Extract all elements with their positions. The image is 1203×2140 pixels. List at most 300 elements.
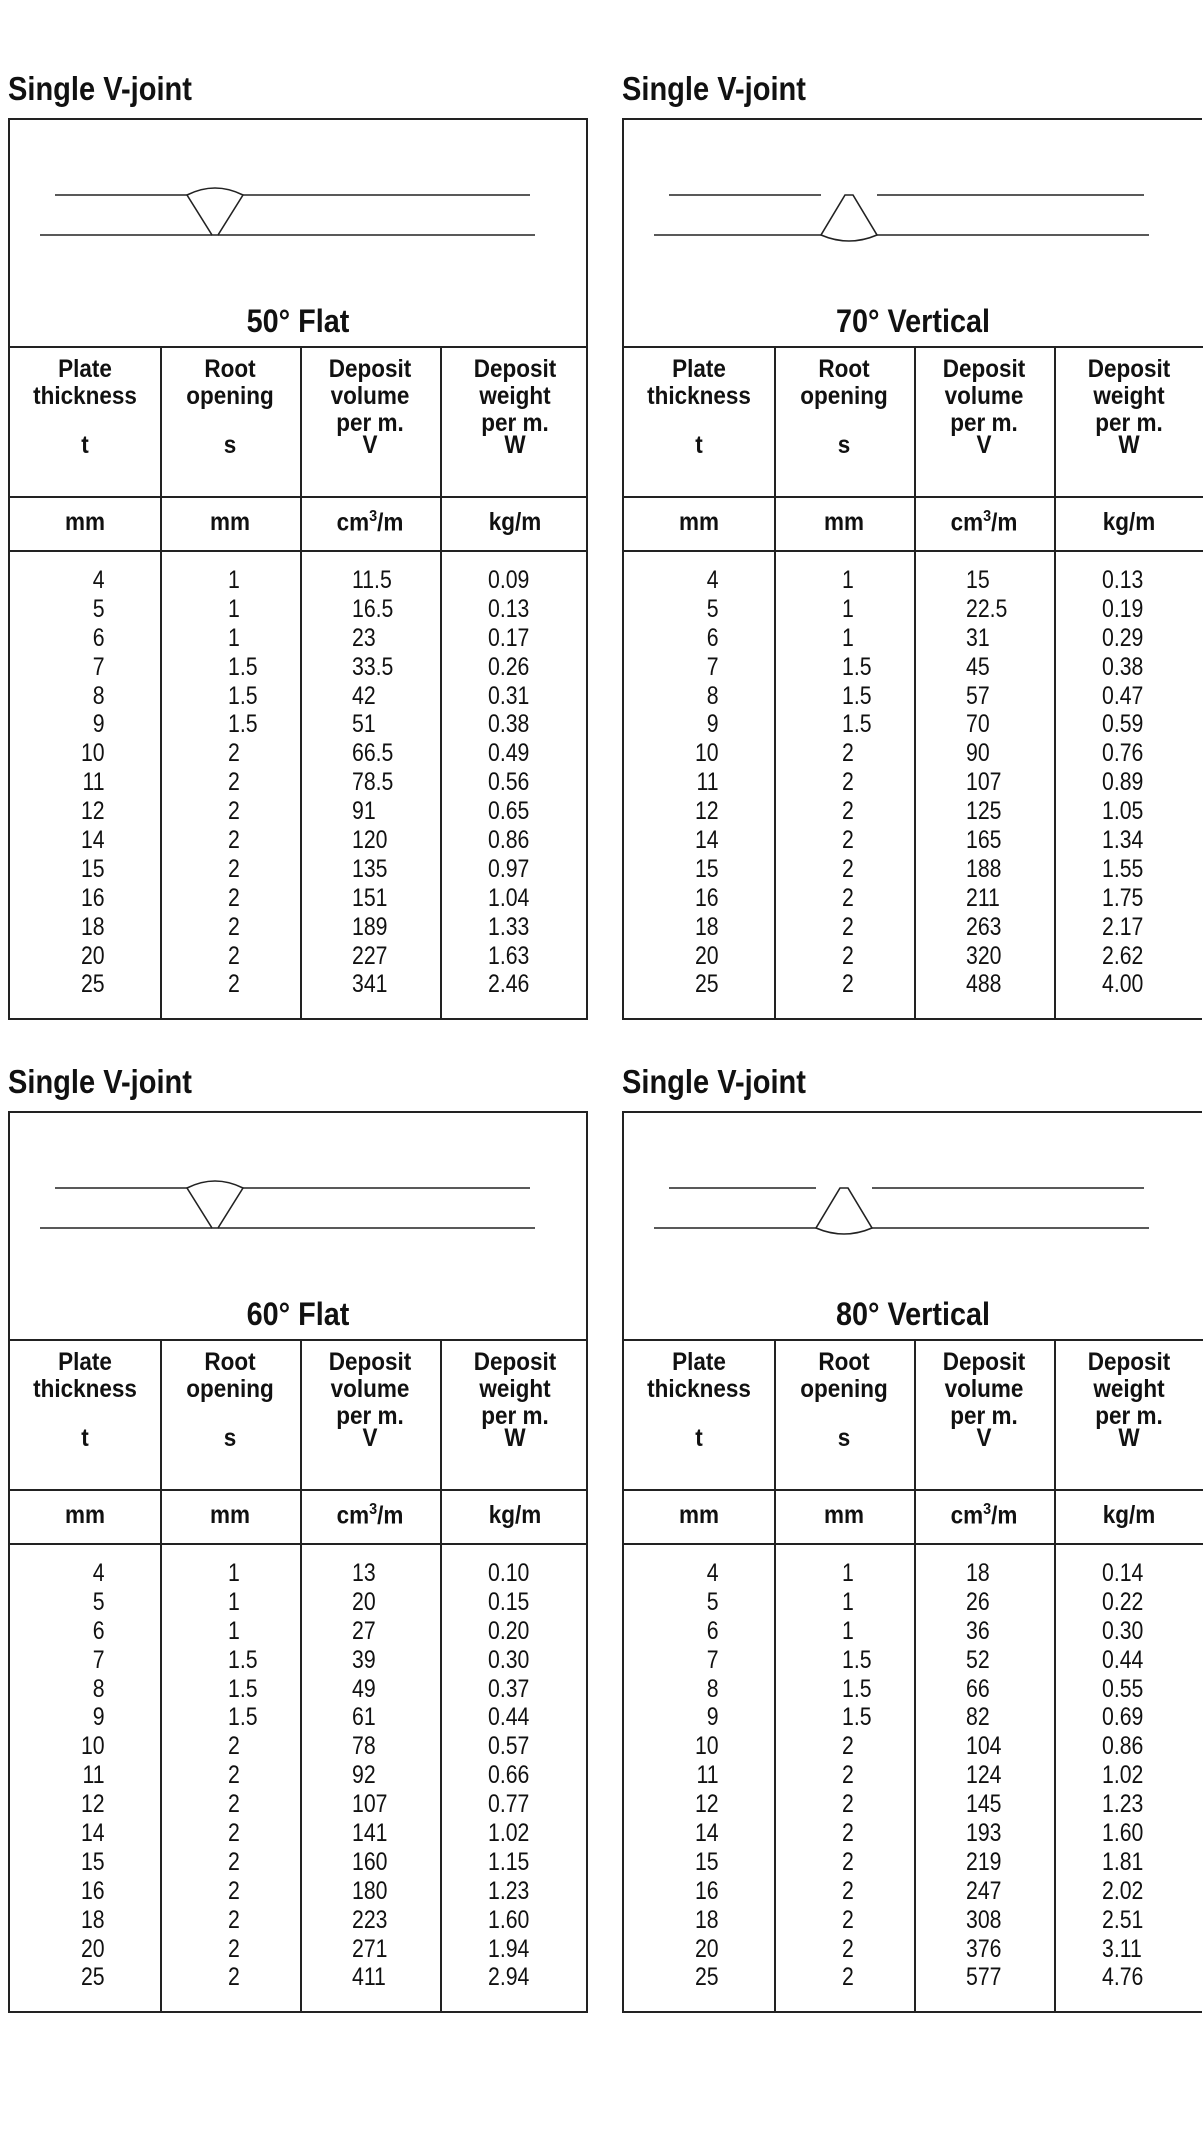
table-cell: 2.62 (1102, 941, 1144, 970)
table-cell: 2 (842, 1819, 854, 1848)
header-symbol: s (223, 431, 237, 459)
table-cell: 2.46 (488, 970, 530, 999)
table-cell: 211 (966, 883, 1000, 912)
table-cell: 2.94 (488, 1963, 530, 1992)
table-cell: 2 (228, 1790, 240, 1819)
weld-position: Vertical (887, 303, 991, 339)
table-cell: 92 (352, 1761, 376, 1790)
table-cell: 1.63 (488, 941, 530, 970)
table-cell: 1.5 (842, 710, 872, 739)
joint-section (622, 1063, 1202, 2013)
table-cell: 1.33 (488, 912, 530, 941)
table-cell: 3.11 (1102, 1934, 1142, 1963)
unit-text: mm (209, 508, 251, 536)
header-symbol: W (1118, 1424, 1140, 1452)
table-cell: 6 (706, 1616, 719, 1645)
table-cell: 1.55 (1102, 854, 1144, 883)
table-cell: 0.49 (488, 739, 530, 768)
table-cell: 577 (966, 1963, 1002, 1992)
table-cell: 7 (706, 652, 719, 681)
angle-position-title (653, 303, 1173, 340)
unit-text: mm (209, 1501, 251, 1529)
table-cell: 12 (694, 797, 719, 826)
table-cell: 1.75 (1102, 883, 1144, 912)
table-cell: 1 (228, 594, 240, 623)
header-line: opening (186, 1375, 274, 1403)
unit-text: kg/m (488, 1501, 542, 1529)
weld-bead (187, 188, 243, 235)
header-line: Deposit (1087, 1348, 1171, 1376)
weld-bead (816, 1188, 872, 1234)
table-cell: 1 (842, 1587, 854, 1616)
data-column-t (74, 1559, 105, 1992)
header-line: Deposit (328, 355, 412, 383)
header-symbol: V (362, 1424, 378, 1452)
joint-table (8, 118, 588, 1020)
unit-superscript: 3 (369, 1501, 378, 1518)
header-symbol: V (976, 1424, 992, 1452)
unit-text: kg/m (1102, 1501, 1156, 1529)
unit-label (448, 1501, 583, 1530)
table-cell: 2 (228, 1963, 240, 1992)
column-header (18, 356, 153, 459)
table-cell: 2 (842, 1761, 854, 1790)
header-line: Deposit (473, 1348, 557, 1376)
data-column-t (688, 1559, 719, 1992)
unit-label (18, 508, 153, 537)
table-cell: 2 (842, 1732, 854, 1761)
table-cell: 4.00 (1102, 970, 1144, 999)
header-line: Deposit (942, 1348, 1026, 1376)
table-cell: 0.22 (1102, 1587, 1144, 1616)
data-column-V (966, 566, 1026, 999)
section-title: Single V-joint (8, 1063, 192, 1100)
table-cell: 6 (706, 623, 719, 652)
column-rule (300, 346, 302, 1018)
table-cell: 90 (966, 739, 990, 768)
table-cell: 1.04 (488, 883, 530, 912)
table-cell: 2 (842, 970, 854, 999)
header-line: per m. (481, 409, 549, 437)
table-cell: 16 (694, 1876, 719, 1905)
angle-position-title (39, 303, 557, 340)
table-cell: 8 (92, 1674, 105, 1703)
header-symbol: s (837, 1424, 851, 1452)
unit-label (921, 1501, 1047, 1530)
column-header (18, 1349, 153, 1452)
table-cell: 104 (966, 1732, 1002, 1761)
table-cell: 18 (694, 912, 719, 941)
table-cell: 2 (842, 912, 854, 941)
table-cell: 9 (706, 710, 719, 739)
header-line (781, 1403, 907, 1425)
table-cell: 188 (966, 854, 1002, 883)
column-header (307, 1349, 433, 1452)
table-cell: 219 (966, 1847, 1002, 1876)
unit-text: cm (336, 1501, 370, 1530)
table-cell: 1.5 (228, 710, 258, 739)
table-cell: 1.34 (1102, 826, 1144, 855)
header-line: per m. (481, 1402, 549, 1430)
column-rule (440, 346, 442, 1018)
weld-position: Flat (298, 1296, 350, 1332)
table-cell: 6 (92, 1616, 105, 1645)
weld-bead (187, 1181, 243, 1228)
header-line (18, 1403, 153, 1425)
table-cell: 0.38 (1102, 652, 1144, 681)
unit-text: mm (678, 1501, 720, 1529)
table-cell: 2 (228, 826, 240, 855)
table-cell: 2 (228, 1819, 240, 1848)
table-cell: 0.30 (488, 1645, 530, 1674)
table-cell: 82 (966, 1703, 990, 1732)
unit-label (632, 1501, 767, 1530)
table-cell: 1 (842, 1559, 854, 1587)
joint-section (622, 70, 1202, 1020)
table-cell: 51 (352, 710, 376, 739)
table-cell: 263 (966, 912, 1002, 941)
table-cell: 135 (352, 854, 388, 883)
unit-suffix: /m (991, 1501, 1018, 1530)
table-cell: 8 (706, 1674, 719, 1703)
table-cell: 0.30 (1102, 1616, 1144, 1645)
column-rule (160, 346, 162, 1018)
table-cell: 4 (92, 566, 105, 594)
table-cell: 2 (842, 883, 854, 912)
table-cell: 1 (228, 1616, 240, 1645)
table-cell: 20 (694, 1934, 719, 1963)
table-cell: 2 (842, 1847, 854, 1876)
data-column-W (1102, 566, 1153, 999)
table-cell: 26 (966, 1587, 990, 1616)
table-cell: 2 (842, 1876, 854, 1905)
header-line: Plate (58, 355, 112, 383)
table-cell: 14 (694, 1819, 719, 1848)
table-cell: 160 (352, 1847, 388, 1876)
table-cell: 2 (228, 883, 240, 912)
table-cell: 0.69 (1102, 1703, 1144, 1732)
groove-angle: 50° (246, 303, 291, 339)
table-cell: 2 (228, 1905, 240, 1934)
header-line: weight (1093, 382, 1165, 410)
column-rule (774, 346, 776, 1018)
header-symbol: W (504, 431, 526, 459)
unit-text: mm (678, 508, 720, 536)
header-line: per m. (950, 1402, 1018, 1430)
table-cell: 2 (228, 768, 240, 797)
table-cell: 18 (80, 912, 105, 941)
table-cell: 0.38 (488, 710, 530, 739)
table-cell: 13 (352, 1559, 376, 1587)
data-column-W (1102, 1559, 1153, 1992)
table-cell: 16 (80, 883, 105, 912)
section-title: Single V-joint (622, 70, 806, 107)
header-line (18, 410, 153, 432)
table-cell: 0.66 (488, 1761, 530, 1790)
table-cell: 189 (352, 912, 388, 941)
weld-position: Flat (298, 303, 350, 339)
column-rule (1054, 346, 1056, 1018)
header-line: weight (1093, 1375, 1165, 1403)
header-line: Deposit (1087, 355, 1171, 383)
table-cell: 45 (966, 652, 990, 681)
table-cell: 271 (352, 1934, 388, 1963)
table-cell: 151 (352, 883, 388, 912)
table-cell: 25 (694, 970, 719, 999)
table-cell: 25 (80, 970, 105, 999)
table-cell: 8 (706, 681, 719, 710)
table-cell: 0.13 (1102, 566, 1144, 594)
column-header (921, 1349, 1047, 1452)
unit-label (781, 508, 907, 537)
table-cell: 223 (352, 1905, 388, 1934)
unit-text: mm (64, 1501, 106, 1529)
table-cell: 20 (80, 1934, 105, 1963)
header-symbol: t (81, 431, 89, 459)
table-cell: 2 (842, 739, 854, 768)
table-cell: 1.60 (488, 1905, 530, 1934)
table-cell: 180 (352, 1876, 388, 1905)
table-rule (10, 1489, 586, 1491)
table-cell: 2.02 (1102, 1876, 1144, 1905)
column-header (781, 356, 907, 459)
unit-suffix: /m (377, 1501, 404, 1530)
table-cell: 2 (228, 912, 240, 941)
table-cell: 57 (966, 681, 990, 710)
data-column-s (228, 566, 262, 999)
table-cell: 12 (80, 1790, 105, 1819)
table-cell: 1.5 (842, 1645, 872, 1674)
table-cell: 22.5 (966, 594, 1008, 623)
table-cell: 247 (966, 1876, 1002, 1905)
table-cell: 61 (352, 1703, 376, 1732)
unit-label (781, 1501, 907, 1530)
header-symbol: W (504, 1424, 526, 1452)
table-cell: 488 (966, 970, 1002, 999)
table-cell: 1.02 (1102, 1761, 1144, 1790)
table-cell: 5 (706, 594, 719, 623)
table-cell: 15 (694, 1847, 719, 1876)
column-header (632, 1349, 767, 1452)
table-cell: 5 (92, 594, 105, 623)
table-cell: 2.17 (1102, 912, 1144, 941)
table-cell: 2 (228, 1847, 240, 1876)
header-line: weight (479, 382, 551, 410)
table-cell: 0.10 (488, 1559, 530, 1587)
joint-table (8, 1111, 588, 2013)
table-cell: 2 (842, 1963, 854, 1992)
table-rule (10, 1543, 586, 1545)
header-line: volume (330, 382, 410, 410)
header-line: thickness (647, 1375, 751, 1403)
table-cell: 2 (228, 1876, 240, 1905)
table-cell: 11.5 (352, 566, 392, 594)
table-cell: 1.5 (228, 652, 258, 681)
table-cell: 66 (966, 1674, 990, 1703)
table-cell: 11 (82, 1761, 105, 1790)
weld-position: Vertical (887, 1296, 991, 1332)
table-cell: 1.60 (1102, 1819, 1144, 1848)
table-cell: 18 (966, 1559, 990, 1587)
table-cell: 2 (842, 768, 854, 797)
column-header (921, 356, 1047, 459)
table-cell: 0.57 (488, 1732, 530, 1761)
table-cell: 7 (92, 652, 105, 681)
table-cell: 1.5 (228, 1674, 258, 1703)
header-line: volume (330, 1375, 410, 1403)
table-cell: 1.5 (228, 681, 258, 710)
header-line: per m. (1095, 1402, 1163, 1430)
table-cell: 1 (228, 566, 240, 594)
table-cell: 1.5 (842, 1674, 872, 1703)
table-cell: 4 (706, 566, 719, 594)
column-rule (1054, 1339, 1056, 2011)
column-rule (914, 1339, 916, 2011)
table-cell: 9 (92, 1703, 105, 1732)
table-cell: 1.81 (1102, 1847, 1144, 1876)
table-cell: 7 (706, 1645, 719, 1674)
header-line: thickness (33, 1375, 137, 1403)
data-column-t (688, 566, 719, 999)
table-cell: 0.86 (1102, 1732, 1144, 1761)
column-rule (160, 1339, 162, 2011)
table-cell: 2 (842, 1934, 854, 1963)
table-cell: 1 (228, 1587, 240, 1616)
table-cell: 25 (694, 1963, 719, 1992)
header-symbol: t (695, 431, 703, 459)
table-cell: 341 (352, 970, 388, 999)
table-cell: 18 (80, 1905, 105, 1934)
table-cell: 1.5 (842, 681, 872, 710)
header-line: Root (818, 1348, 870, 1376)
table-rule (10, 496, 586, 498)
data-column-V (966, 1559, 1026, 1992)
table-cell: 20 (694, 941, 719, 970)
table-cell: 20 (352, 1587, 376, 1616)
table-cell: 0.97 (488, 854, 530, 883)
table-cell: 15 (80, 854, 105, 883)
table-cell: 27 (352, 1616, 376, 1645)
table-cell: 25 (80, 1963, 105, 1992)
table-cell: 0.31 (488, 681, 530, 710)
header-line: Deposit (328, 1348, 412, 1376)
table-cell: 2 (842, 1905, 854, 1934)
table-cell: 0.86 (488, 826, 530, 855)
unit-text: kg/m (1102, 508, 1156, 536)
header-line (781, 410, 907, 432)
header-line: opening (800, 382, 888, 410)
table-cell: 1 (228, 623, 240, 652)
column-header (448, 356, 583, 459)
header-symbol: W (1118, 431, 1140, 459)
header-line: per m. (336, 409, 404, 437)
unit-label (1062, 1501, 1197, 1530)
joint-section (8, 70, 588, 1020)
table-cell: 0.20 (488, 1616, 530, 1645)
table-cell: 49 (352, 1674, 376, 1703)
header-line: per m. (1095, 409, 1163, 437)
unit-label (632, 508, 767, 537)
data-column-V (352, 1559, 412, 1992)
header-line: per m. (950, 409, 1018, 437)
header-line: weight (479, 1375, 551, 1403)
table-cell: 1.05 (1102, 797, 1144, 826)
column-header (1062, 356, 1197, 459)
table-cell: 10 (694, 739, 719, 768)
table-cell: 31 (966, 623, 990, 652)
table-cell: 2 (842, 797, 854, 826)
unit-label (448, 508, 583, 537)
table-cell: 14 (694, 826, 719, 855)
table-cell: 11 (696, 1761, 719, 1790)
table-cell: 9 (92, 710, 105, 739)
table-cell: 18 (694, 1905, 719, 1934)
table-cell: 78.5 (352, 768, 394, 797)
unit-text: mm (823, 1501, 865, 1529)
header-symbol: V (976, 431, 992, 459)
header-line: opening (186, 382, 274, 410)
header-line (167, 1403, 293, 1425)
data-column-W (488, 1559, 539, 1992)
unit-label (1062, 508, 1197, 537)
table-cell: 1 (842, 594, 854, 623)
angle-position-title (653, 1296, 1173, 1333)
header-line (632, 1403, 767, 1425)
table-cell: 5 (92, 1587, 105, 1616)
table-cell: 4.76 (1102, 1963, 1144, 1992)
header-line: thickness (33, 382, 137, 410)
table-cell: 141 (352, 1819, 388, 1848)
table-cell: 14 (80, 826, 105, 855)
unit-label (167, 508, 293, 537)
unit-label (921, 508, 1047, 537)
header-line: Root (204, 355, 256, 383)
table-cell: 2.51 (1102, 1905, 1144, 1934)
table-cell: 10 (694, 1732, 719, 1761)
table-cell: 11 (696, 768, 719, 797)
table-cell: 10 (80, 1732, 105, 1761)
angle-position-title (39, 1296, 557, 1333)
table-cell: 16.5 (352, 594, 394, 623)
unit-superscript: 3 (983, 1501, 992, 1518)
groove-angle: 60° (246, 1296, 291, 1332)
table-cell: 5 (706, 1587, 719, 1616)
table-cell: 2 (842, 1790, 854, 1819)
table-cell: 12 (80, 797, 105, 826)
table-cell: 2 (228, 1934, 240, 1963)
table-cell: 1.15 (488, 1847, 530, 1876)
table-cell: 0.55 (1102, 1674, 1144, 1703)
column-rule (914, 346, 916, 1018)
groove-angle: 80° (835, 1296, 880, 1332)
table-cell: 0.77 (488, 1790, 530, 1819)
table-cell: 107 (352, 1790, 388, 1819)
table-cell: 165 (966, 826, 1002, 855)
table-cell: 0.17 (488, 623, 530, 652)
section-title: Single V-joint (8, 70, 192, 107)
table-cell: 145 (966, 1790, 1002, 1819)
header-symbol: t (695, 1424, 703, 1452)
table-cell: 7 (92, 1645, 105, 1674)
table-cell: 2 (228, 739, 240, 768)
weld-bead (821, 195, 877, 241)
unit-text: mm (823, 508, 865, 536)
data-column-s (228, 1559, 262, 1992)
data-column-V (352, 566, 412, 999)
unit-suffix: /m (377, 508, 404, 537)
table-cell: 14 (80, 1819, 105, 1848)
table-cell: 10 (80, 739, 105, 768)
